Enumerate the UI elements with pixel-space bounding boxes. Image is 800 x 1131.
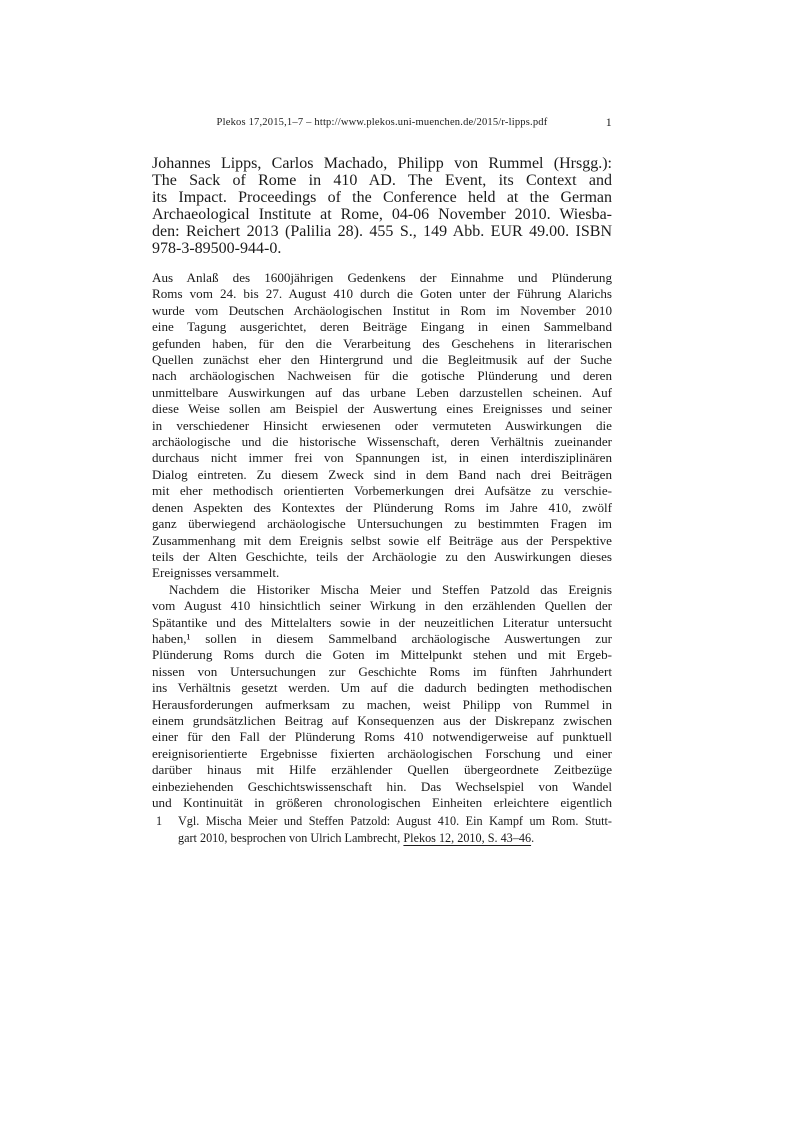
paragraph (152, 270, 612, 582)
body-line: Dialog eintreten. Zu diesem Zweck sind in dem Band nach drei Beiträgen (152, 466, 612, 482)
body-line: wurde vom Deutschen Archäologischen Institut in Rom im November 2010 (152, 302, 612, 318)
review-body (152, 270, 612, 811)
body-line: nissen von Untersuchungen zur Geschichte Roms im fünften Jahrhundert (152, 663, 612, 679)
body-line: teils der Alten Geschichte, teils der Archäologie zu den Auswirkungen dieses (152, 548, 612, 564)
body-line: Nachdem die Historiker Mischa Meier und Steffen Patzold das Ereignis (169, 581, 612, 597)
footnote (152, 813, 612, 846)
heading-line: den: Reichert 2013 (Palilia 28). 455 S., 149 Abb. EUR 49.00. ISBN (152, 222, 612, 240)
running-header (152, 116, 612, 130)
heading-line: Archaeological Institute at Rome, 04-06 November 2010. Wiesba- (152, 205, 612, 223)
footnote-text-line2: gart 2010, besprochen von Ulrich Lambrecht, (178, 830, 404, 845)
review-heading (152, 156, 612, 257)
body-line: ins Verhältnis gesetzt werden. Um auf die dadurch bedingten methodischen (152, 680, 612, 696)
body-line: einbeziehenden Geschichtswissenschaft hin. Das Wechselspiel von Wandel (152, 778, 612, 794)
running-header-title: Plekos 17,2015,1–7 – http://www.plekos.uni-muenchen.de/2015/r-lipps.pdf (216, 117, 548, 128)
body-line: haben,¹ sollen in diesem Sammelband archäologische Auswertungen zur (152, 630, 612, 646)
body-line: Aus Anlaß des 1600jährigen Gedenkens der Einnahme und Plünderung (152, 270, 612, 285)
body-line: Zusammenhang mit dem Ereignis selbst sowie elf Beiträge aus der Perspektive (152, 532, 612, 548)
body-line: und Kontinuität in größeren chronologischen Einheiten erleichtere eigentlich (152, 795, 612, 810)
body-line: darüber hinaus mit Hilfe erzählender Quellen übergeordnete Zeitbezüge (152, 762, 612, 778)
body-line: unmittelbare Auswirkungen auf das urbane Leben darzustellen scheinen. Auf (152, 384, 612, 400)
heading-line: its Impact. Proceedings of the Conference held at the German (152, 188, 612, 206)
body-line: Ereignisses versammelt. (152, 565, 280, 581)
body-line: Spätantike und des Mittelalters sowie in der neuzeitlichen Literatur untersucht (152, 614, 612, 630)
body-line: eine Tagung ausgerichtet, deren Beiträge Eingang in einen Sammelband (152, 319, 612, 335)
footnote-text-line1: Vgl. Mischa Meier und Steffen Patzold: August 410. Ein Kampf um Rom. Stutt- (178, 814, 612, 828)
body-line: archäologische und die historische Wissenschaft, deren Verhältnis zueinander (152, 434, 612, 450)
body-line: durchaus nicht immer frei von Spannungen ist, in einen interdisziplinären (152, 450, 612, 466)
footnote-text-block (152, 813, 612, 846)
page-number: 1 (605, 115, 612, 129)
heading-line: The Sack of Rome in 410 AD. The Event, its Context and (152, 171, 612, 189)
footnote-link-plekos-review[interactable]: Plekos 12, 2010, S. 43–46 (403, 830, 532, 845)
body-line: in verschiedener Hinsicht erwiesenen oder vermuteten Auswirkungen die (152, 417, 612, 433)
body-line: ganz überwiegend archäologische Untersuchungen zu bestimmten Fragen im (152, 516, 612, 532)
body-line: gefunden haben, für den die Verarbeitung des Geschehens in literarischen (152, 335, 612, 351)
body-line: einer für den Fall der Plünderung Roms 410 notwendigerweise auf punktuell (152, 729, 612, 745)
footnote-line (178, 813, 612, 830)
body-line: Herausforderungen aufmerksam zu machen, weist Philipp von Rummel in (152, 696, 612, 712)
body-line: Quellen zunächst eher den Hintergrund und die Begleitmusik auf der Suche (152, 352, 612, 368)
body-line: einem grundsätzlichen Beitrag auf Konsequenzen aus der Diskrepanz zwischen (152, 712, 612, 728)
heading-line: 978-3-89500-944-0. (152, 239, 282, 257)
body-line: vom August 410 hinsichtlich seiner Wirkung in den erzählenden Quellen der (152, 598, 612, 614)
heading-line: Johannes Lipps, Carlos Machado, Philipp von Rummel (Hrsgg.): (152, 155, 612, 172)
body-line: Roms vom 24. bis 27. August 410 durch die Goten unter der Führung Alarichs (152, 286, 612, 302)
body-line: mit eher methodisch orientierten Vorbemerkungen drei Aufsätze zu verschie- (152, 483, 612, 499)
body-line: Plünderung Roms durch die Goten im Mittelpunkt stehen und mit Ergeb- (152, 647, 612, 663)
footnote-line (178, 830, 612, 847)
footnote-number: 1 (156, 814, 163, 828)
body-line: diese Weise sollen am Beispiel der Auswertung eines Ereignisses und seiner (152, 401, 612, 417)
paragraph (152, 582, 612, 812)
body-line: denen Aspekten des Kontextes der Plünderung Roms im Jahre 410, zwölf (152, 499, 612, 515)
body-line: ereignisorientierte Ergebnisse fixierten archäologischen Forschung und einer (152, 745, 612, 761)
footnote-text-period: . (531, 830, 535, 845)
body-line: nach archäologischen Nachweisen für die gotische Plünderung und deren (152, 368, 612, 384)
